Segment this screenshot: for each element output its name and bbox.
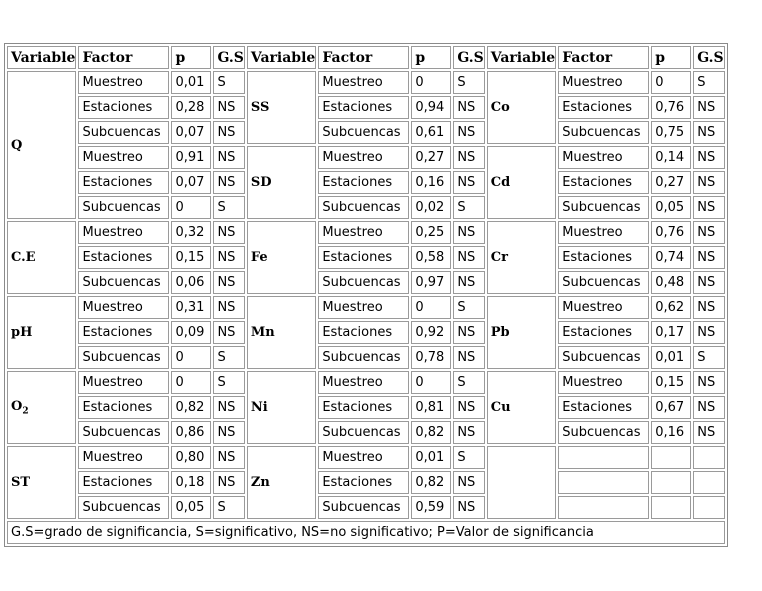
significance-cell: NS: [453, 171, 484, 194]
significance-cell: NS: [693, 396, 724, 419]
significance-cell: [693, 446, 724, 469]
table-row: [7, 96, 725, 119]
variable-cell: [7, 446, 76, 519]
significance-cell: NS: [213, 396, 244, 419]
column-header: Factor: [318, 46, 409, 69]
significance-cell: [693, 471, 724, 494]
significance-cell: NS: [453, 246, 484, 269]
variable-name: Q: [11, 137, 23, 153]
p-value-cell: 0,48: [651, 271, 691, 294]
significance-table: [4, 43, 728, 547]
p-value-cell: 0,62: [651, 296, 691, 319]
variable-name: Co: [490, 100, 510, 115]
factor-cell: Estaciones: [78, 321, 169, 344]
p-value-cell: 0,06: [171, 271, 211, 294]
significance-cell: NS: [693, 96, 724, 119]
significance-cell: [693, 496, 724, 519]
table-row: [7, 296, 725, 319]
factor-cell: Estaciones: [318, 471, 409, 494]
factor-cell: Muestreo: [558, 296, 649, 319]
significance-cell: NS: [453, 96, 484, 119]
factor-cell: Subcuencas: [78, 196, 169, 219]
variable-cell: [487, 146, 556, 219]
significance-cell: NS: [453, 471, 484, 494]
factor-cell: Muestreo: [318, 221, 409, 244]
factor-cell: Subcuencas: [78, 346, 169, 369]
significance-cell: NS: [213, 446, 244, 469]
column-header: G.S: [693, 46, 724, 69]
factor-cell: Estaciones: [78, 96, 169, 119]
variable-cell: [7, 371, 76, 444]
p-value-cell: 0,07: [171, 171, 211, 194]
p-value-cell: 0,76: [651, 96, 691, 119]
significance-cell: NS: [213, 471, 244, 494]
factor-cell: Subcuencas: [318, 346, 409, 369]
variable-cell: [247, 146, 316, 219]
variable-name: Cd: [490, 175, 511, 190]
table-row: [7, 371, 725, 394]
p-value-cell: 0,74: [651, 246, 691, 269]
variable-name: ST: [11, 475, 31, 490]
significance-cell: S: [453, 446, 484, 469]
table-row: [7, 71, 725, 94]
factor-cell: Estaciones: [78, 396, 169, 419]
variable-name: Ni: [250, 400, 268, 415]
factor-cell: Muestreo: [318, 146, 409, 169]
significance-cell: S: [453, 196, 484, 219]
significance-cell: NS: [693, 146, 724, 169]
p-value-cell: 0,18: [171, 471, 211, 494]
significance-cell: NS: [693, 321, 724, 344]
p-value-cell: 0,14: [651, 146, 691, 169]
footnote-row: [7, 521, 725, 544]
column-header: p: [171, 46, 211, 69]
significance-cell: NS: [213, 421, 244, 444]
table-row: [7, 121, 725, 144]
column-header: Variable: [487, 46, 556, 69]
column-header: p: [411, 46, 451, 69]
factor-cell: Subcuencas: [558, 346, 649, 369]
p-value-cell: 0,81: [411, 396, 451, 419]
p-value-cell: 0,28: [171, 96, 211, 119]
significance-cell: NS: [693, 171, 724, 194]
p-value-cell: [651, 471, 691, 494]
p-value-cell: 0,31: [171, 296, 211, 319]
p-value-cell: 0,97: [411, 271, 451, 294]
table-row: [7, 396, 725, 419]
factor-cell: [558, 471, 649, 494]
p-value-cell: 0,75: [651, 121, 691, 144]
factor-cell: Estaciones: [318, 396, 409, 419]
p-value-cell: 0,15: [171, 246, 211, 269]
p-value-cell: 0,61: [411, 121, 451, 144]
significance-cell: S: [453, 71, 484, 94]
factor-cell: Subcuencas: [78, 271, 169, 294]
significance-cell: NS: [453, 221, 484, 244]
variable-cell: [7, 221, 76, 294]
factor-cell: Estaciones: [318, 96, 409, 119]
variable-cell: [247, 71, 316, 144]
variable-cell: [247, 446, 316, 519]
variable-name: Cr: [490, 250, 508, 265]
column-header: Variable: [247, 46, 316, 69]
variable-name: SD: [250, 175, 272, 190]
p-value-cell: 0,86: [171, 421, 211, 444]
factor-cell: Subcuencas: [318, 421, 409, 444]
significance-cell: NS: [693, 246, 724, 269]
significance-cell: NS: [453, 421, 484, 444]
significance-cell: S: [453, 296, 484, 319]
p-value-cell: 0,76: [651, 221, 691, 244]
table-body: [7, 46, 725, 544]
variable-cell: [7, 296, 76, 369]
table-row: [7, 271, 725, 294]
factor-cell: Muestreo: [318, 446, 409, 469]
significance-cell: NS: [453, 146, 484, 169]
table-row: [7, 196, 725, 219]
significance-cell: S: [213, 71, 244, 94]
factor-cell: Muestreo: [78, 446, 169, 469]
p-value-cell: 0,09: [171, 321, 211, 344]
p-value-cell: 0,01: [411, 446, 451, 469]
column-header: G.S: [453, 46, 484, 69]
factor-cell: Estaciones: [318, 321, 409, 344]
header-row: [7, 46, 725, 69]
significance-cell: NS: [693, 271, 724, 294]
p-value-cell: [651, 446, 691, 469]
p-value-cell: 0: [411, 371, 451, 394]
p-value-cell: 0,02: [411, 196, 451, 219]
variable-subscript: 2: [22, 406, 29, 417]
factor-cell: Muestreo: [558, 221, 649, 244]
factor-cell: Subcuencas: [318, 496, 409, 519]
p-value-cell: 0,01: [171, 71, 211, 94]
significance-cell: S: [213, 496, 244, 519]
factor-cell: Subcuencas: [558, 421, 649, 444]
p-value-cell: 0,82: [411, 421, 451, 444]
p-value-cell: 0: [171, 196, 211, 219]
p-value-cell: 0,05: [651, 196, 691, 219]
variable-cell: [487, 446, 556, 519]
p-value-cell: 0,92: [411, 321, 451, 344]
significance-cell: NS: [213, 146, 244, 169]
factor-cell: Muestreo: [318, 71, 409, 94]
p-value-cell: 0,27: [651, 171, 691, 194]
significance-cell: S: [693, 346, 724, 369]
significance-cell: NS: [213, 246, 244, 269]
factor-cell: Subcuencas: [78, 121, 169, 144]
significance-cell: S: [213, 196, 244, 219]
p-value-cell: 0: [411, 71, 451, 94]
p-value-cell: 0,07: [171, 121, 211, 144]
factor-cell: Estaciones: [558, 246, 649, 269]
variable-name: SS: [250, 100, 270, 115]
significance-cell: NS: [693, 421, 724, 444]
p-value-cell: [651, 496, 691, 519]
significance-cell: NS: [213, 121, 244, 144]
factor-cell: Estaciones: [558, 171, 649, 194]
variable-cell: [487, 221, 556, 294]
significance-cell: NS: [213, 321, 244, 344]
p-value-cell: 0,15: [651, 371, 691, 394]
p-value-cell: 0,16: [411, 171, 451, 194]
p-value-cell: 0,82: [171, 396, 211, 419]
p-value-cell: 0: [171, 346, 211, 369]
variable-name: O: [11, 398, 23, 414]
p-value-cell: 0: [651, 71, 691, 94]
table-row: [7, 421, 725, 444]
table-row: [7, 171, 725, 194]
factor-cell: Subcuencas: [318, 196, 409, 219]
factor-cell: [558, 446, 649, 469]
factor-cell: Muestreo: [78, 221, 169, 244]
variable-name: Cu: [490, 400, 511, 415]
significance-cell: NS: [453, 396, 484, 419]
variable-name: Zn: [250, 475, 270, 490]
p-value-cell: 0,59: [411, 496, 451, 519]
p-value-cell: 0: [171, 371, 211, 394]
column-header: G.S: [213, 46, 244, 69]
significance-cell: NS: [453, 496, 484, 519]
factor-cell: Muestreo: [318, 296, 409, 319]
footnote: G.S=grado de significancia, S=significativo, NS=no significativo; P=Valor de significancia: [7, 521, 725, 544]
p-value-cell: 0,17: [651, 321, 691, 344]
p-value-cell: 0: [411, 296, 451, 319]
factor-cell: Estaciones: [318, 246, 409, 269]
p-value-cell: 0,91: [171, 146, 211, 169]
factor-cell: Muestreo: [78, 371, 169, 394]
significance-cell: NS: [693, 221, 724, 244]
factor-cell: Subcuencas: [558, 271, 649, 294]
table-row: [7, 496, 725, 519]
factor-cell: Estaciones: [558, 321, 649, 344]
p-value-cell: 0,58: [411, 246, 451, 269]
factor-cell: Muestreo: [558, 71, 649, 94]
significance-cell: S: [693, 71, 724, 94]
significance-cell: NS: [693, 296, 724, 319]
table-row: [7, 246, 725, 269]
p-value-cell: 0,01: [651, 346, 691, 369]
column-header: p: [651, 46, 691, 69]
p-value-cell: 0,32: [171, 221, 211, 244]
factor-cell: Muestreo: [78, 146, 169, 169]
variable-cell: [7, 71, 76, 219]
p-value-cell: 0,82: [411, 471, 451, 494]
p-value-cell: 0,78: [411, 346, 451, 369]
significance-cell: S: [453, 371, 484, 394]
significance-cell: NS: [213, 271, 244, 294]
variable-cell: [487, 296, 556, 369]
factor-cell: Estaciones: [78, 246, 169, 269]
significance-cell: NS: [453, 321, 484, 344]
variable-cell: [247, 371, 316, 444]
factor-cell: Subcuencas: [78, 421, 169, 444]
significance-cell: NS: [213, 221, 244, 244]
column-header: Factor: [558, 46, 649, 69]
table-row: [7, 471, 725, 494]
variable-cell: [247, 221, 316, 294]
p-value-cell: 0,05: [171, 496, 211, 519]
factor-cell: Estaciones: [78, 471, 169, 494]
table-row: [7, 446, 725, 469]
significance-cell: NS: [693, 371, 724, 394]
variable-cell: [487, 71, 556, 144]
variable-name: pH: [11, 325, 33, 340]
factor-cell: Muestreo: [558, 146, 649, 169]
factor-cell: Muestreo: [78, 71, 169, 94]
variable-name: Mn: [250, 325, 275, 340]
factor-cell: [558, 496, 649, 519]
p-value-cell: 0,67: [651, 396, 691, 419]
factor-cell: Estaciones: [318, 171, 409, 194]
factor-cell: Muestreo: [558, 371, 649, 394]
table-row: [7, 321, 725, 344]
factor-cell: Subcuencas: [558, 121, 649, 144]
factor-cell: Subcuencas: [318, 121, 409, 144]
significance-cell: NS: [453, 271, 484, 294]
factor-cell: Subcuencas: [78, 496, 169, 519]
factor-cell: Estaciones: [78, 171, 169, 194]
variable-name: Pb: [490, 325, 510, 340]
factor-cell: Muestreo: [78, 296, 169, 319]
factor-cell: Muestreo: [318, 371, 409, 394]
variable-name: C.E: [11, 250, 36, 265]
table-row: [7, 346, 725, 369]
significance-cell: NS: [693, 121, 724, 144]
p-value-cell: 0,25: [411, 221, 451, 244]
factor-cell: Subcuencas: [558, 196, 649, 219]
significance-cell: NS: [453, 121, 484, 144]
table-row: [7, 221, 725, 244]
variable-cell: [487, 371, 556, 444]
p-value-cell: 0,27: [411, 146, 451, 169]
significance-cell: NS: [693, 196, 724, 219]
variable-name: Fe: [250, 250, 268, 265]
factor-cell: Subcuencas: [318, 271, 409, 294]
significance-cell: S: [213, 346, 244, 369]
table-row: [7, 146, 725, 169]
variable-cell: [247, 296, 316, 369]
p-value-cell: 0,16: [651, 421, 691, 444]
factor-cell: Estaciones: [558, 96, 649, 119]
significance-cell: NS: [213, 296, 244, 319]
p-value-cell: 0,80: [171, 446, 211, 469]
significance-cell: S: [213, 371, 244, 394]
significance-cell: NS: [213, 96, 244, 119]
column-header: Variable: [7, 46, 76, 69]
column-header: Factor: [78, 46, 169, 69]
p-value-cell: 0,94: [411, 96, 451, 119]
factor-cell: Estaciones: [558, 396, 649, 419]
significance-cell: NS: [453, 346, 484, 369]
significance-cell: NS: [213, 171, 244, 194]
